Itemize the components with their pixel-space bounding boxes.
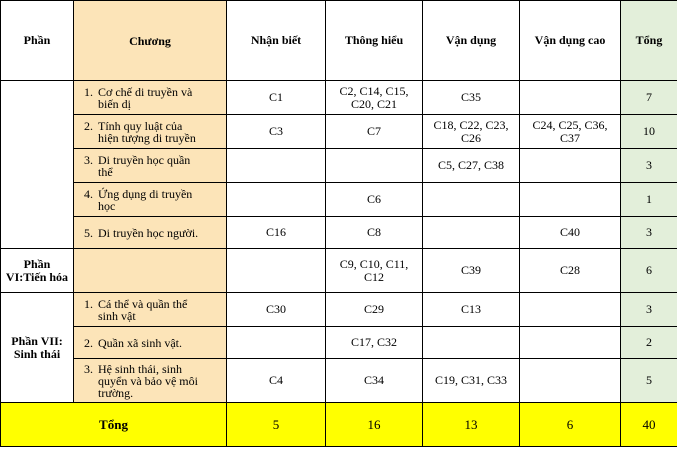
nhan-biet-cell [227,327,326,359]
total-thong-hieu: 16 [326,403,423,447]
table-row [1,149,677,183]
chuong-cell [74,115,227,149]
chuong-line1: Cơ chế di truyền và [98,84,193,99]
van-dung-cao-cell [520,293,621,327]
van-dung-cell [423,327,520,359]
chuong-cell [74,217,227,249]
thong-hieu-cell: C8 [326,217,423,249]
thong-hieu-cell: C29 [326,293,423,327]
total-tong: 40 [621,403,677,447]
nhan-biet-cell: C16 [227,217,326,249]
thong-hieu-cell: C9, C10, C11, C12 [326,249,423,293]
chuong-line2: quyển và bảo vệ môi trường. [98,373,198,400]
chuong-line2: hiện tượng di truyền [98,130,196,145]
van-dung-cell: C13 [423,293,520,327]
chuong-line2: học [98,198,116,213]
total-row [1,403,677,447]
tong-cell: 3 [621,217,677,249]
thong-hieu-cell: C6 [326,183,423,217]
van-dung-cell: C39 [423,249,520,293]
table-row [1,81,677,115]
table-row [1,359,677,403]
chuong-line2: sinh vật [98,308,136,323]
chuong-line1: Cá thể và quần thể [98,296,188,311]
total-van-dung-cao: 6 [520,403,621,447]
nhan-biet-cell: C1 [227,81,326,115]
tong-cell: 2 [621,327,677,359]
chuong-cell [74,327,227,359]
chuong-number: 4. [84,186,93,201]
chuong-number: 1. [84,84,93,99]
nhan-biet-cell: C4 [227,359,326,403]
header-nhan-biet: Nhận biết [227,1,326,81]
table-row [1,249,677,293]
total-nhan-biet: 5 [227,403,326,447]
chuong-line1: Di truyền học quần [98,152,191,167]
van-dung-cell: C19, C31, C33 [423,359,520,403]
van-dung-cao-cell [520,149,621,183]
header-van-dung-cao: Vận dụng cao [520,1,621,81]
nhan-biet-cell [227,183,326,217]
van-dung-cao-cell [520,81,621,115]
chuong-cell [74,249,227,293]
header-tong: Tổng [621,1,677,81]
phan-cell: Phần VII: Sinh thái [1,293,74,403]
chuong-cell [74,149,227,183]
chuong-line1: Di truyền học người. [98,225,199,240]
van-dung-cao-cell: C24, C25, C36, C37 [520,115,621,149]
nhan-biet-cell [227,249,326,293]
tong-cell: 3 [621,149,677,183]
chuong-cell [74,183,227,217]
van-dung-cao-cell [520,359,621,403]
chuong-cell [74,293,227,327]
van-dung-cao-cell: C40 [520,217,621,249]
chuong-number: 3. [84,361,93,376]
phan-cell: Phần VI:Tiến hóa [1,249,74,293]
van-dung-cell: C35 [423,81,520,115]
nhan-biet-cell: C3 [227,115,326,149]
chuong-line2: thể [98,164,113,179]
chuong-number: 2. [84,335,93,350]
van-dung-cell [423,183,520,217]
header-van-dung: Vận dụng [423,1,520,81]
table-row [1,327,677,359]
total-van-dung: 13 [423,403,520,447]
nhan-biet-cell [227,149,326,183]
van-dung-cao-cell: C28 [520,249,621,293]
header-chuong: Chương [74,1,227,81]
thong-hieu-cell [326,149,423,183]
thong-hieu-cell: C7 [326,115,423,149]
table-row [1,183,677,217]
thong-hieu-cell: C34 [326,359,423,403]
tong-cell: 7 [621,81,677,115]
chuong-line1: Hệ sinh thái, sinh [98,361,182,376]
chuong-number: 3. [84,152,93,167]
thong-hieu-cell: C17, C32 [326,327,423,359]
header-phan: Phần [1,1,74,81]
van-dung-cell [423,217,520,249]
van-dung-cao-cell [520,327,621,359]
chuong-number: 1. [84,296,93,311]
tong-cell: 1 [621,183,677,217]
chuong-number: 2. [84,118,93,133]
tong-cell: 10 [621,115,677,149]
header-thong-hieu: Thông hiểu [326,1,423,81]
van-dung-cell: C18, C22, C23, C26 [423,115,520,149]
header-row [1,1,677,81]
chuong-line2: biến dị [98,96,131,111]
chuong-cell [74,81,227,115]
tong-cell: 3 [621,293,677,327]
chuong-line1: Ứng dụng di truyền [98,186,193,201]
chuong-line1: Tính quy luật của [98,118,183,133]
phan-cell [1,81,74,249]
nhan-biet-cell: C30 [227,293,326,327]
chuong-cell [74,359,227,403]
total-label: Tổng [1,403,227,447]
chuong-number: 5. [84,225,93,240]
tong-cell: 5 [621,359,677,403]
thong-hieu-cell: C2, C14, C15, C20, C21 [326,81,423,115]
table-row [1,217,677,249]
table-row [1,115,677,149]
chuong-line1: Quần xã sinh vật. [98,335,182,350]
van-dung-cao-cell [520,183,621,217]
tong-cell: 6 [621,249,677,293]
van-dung-cell: C5, C27, C38 [423,149,520,183]
table-row [1,293,677,327]
